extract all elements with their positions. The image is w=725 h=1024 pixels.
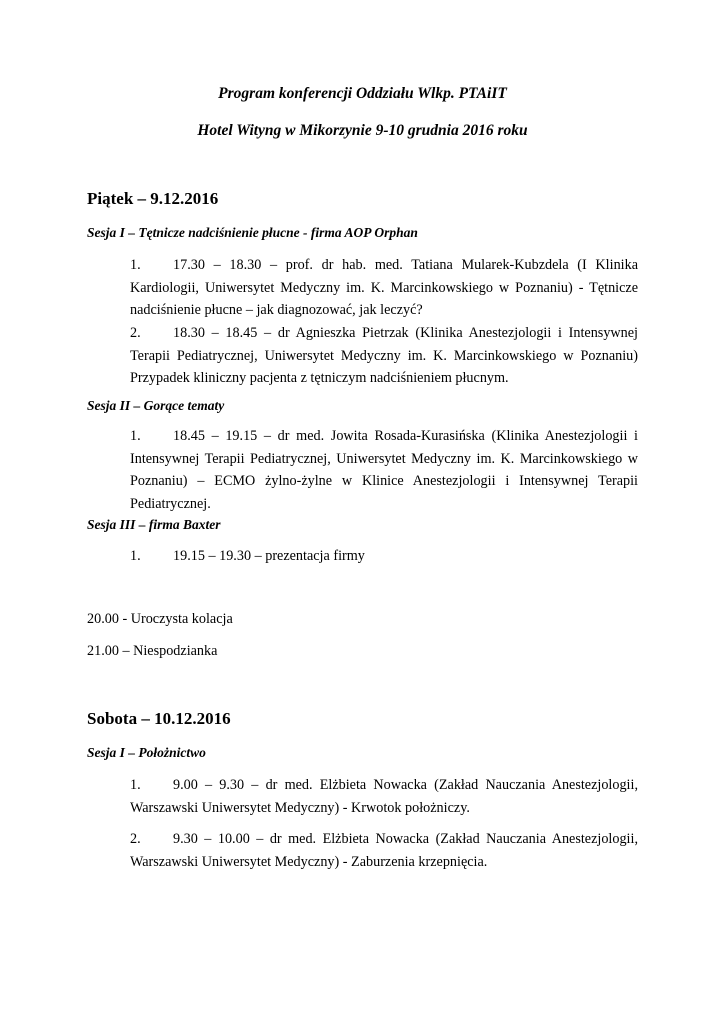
item-text: 17.30 – 18.30 – prof. dr hab. med. Tatiana Mularek-Kubzdela (I Klinika Kardiologii, Uniwersytet Medyczny im. K. Marcinkowskiego w Poznaniu) - Tętnicze nadciśnienie płucne – jak diagnozować, jak leczyć? [130,257,638,318]
item-number: 2. [130,831,141,847]
item-text: 19.15 – 19.30 – prezentacja firmy [173,548,365,564]
title-line-1: Program konferencji Oddziału Wlkp. PTAiIT [218,85,507,102]
friday-session-1-item-2 [130,322,638,390]
item-number: 1. [130,548,141,564]
saturday-heading: Sobota – 10.12.2016 [87,709,231,728]
saturday-session-1-item-1 [130,774,638,819]
saturday-session-1-heading: Sesja I – Położnictwo [87,745,206,760]
item-text: 18.30 – 18.45 – dr Agnieszka Pietrzak (Klinika Anestezjologii i Intensywnej Terapii Pediatrycznej, Uniwersytet Medyczny im. K. Marcinkowskiego w Poznaniu) Przypadek kliniczny pacjenta z tętniczym nadciśnieniem płucnym. [130,325,638,386]
friday-heading: Piątek – 9.12.2016 [87,189,219,208]
item-number: 1. [130,777,141,793]
item-text: 9.00 – 9.30 – dr med. Elżbieta Nowacka (Zakład Nauczania Anestezjologii, Warszawski Uniwersytet Medyczny) - Krwotok położniczy. [130,777,638,816]
friday-session-1-item-1 [130,254,638,322]
friday-session-2-heading: Sesja II – Gorące tematy [87,398,225,413]
friday-session-3-item-1 [130,545,638,568]
saturday-session-1-item-2 [130,828,638,873]
item-number: 1. [130,257,141,273]
friday-session-3-heading: Sesja III – firma Baxter [87,517,221,532]
evening-item-surprise: 21.00 – Niespodzianka [87,643,218,659]
item-number: 2. [130,325,141,341]
item-number: 1. [130,428,141,444]
friday-session-1-heading: Sesja I – Tętnicze nadciśnienie płucne - firma AOP Orphan [87,225,418,240]
item-text: 18.45 – 19.15 – dr med. Jowita Rosada-Kurasińska (Klinika Anestezjologii i Intensywnej Terapii Pediatrycznej, Uniwersytet Medyczny im. K. Marcinkowskiego w Poznaniu) – ECMO żylno-żylne w Klinice Anestezjologii i Intensywnej Terapii Pediatrycznej. [130,428,638,512]
evening-item-dinner: 20.00 - Uroczysta kolacja [87,611,233,627]
item-text: 9.30 – 10.00 – dr med. Elżbieta Nowacka (Zakład Nauczania Anestezjologii, Warszawski Uniwersytet Medyczny) - Zaburzenia krzepnięcia. [130,831,638,870]
friday-session-2-item-1 [130,425,638,515]
title-line-2: Hotel Wityng w Mikorzynie 9-10 grudnia 2016 roku [197,122,528,139]
